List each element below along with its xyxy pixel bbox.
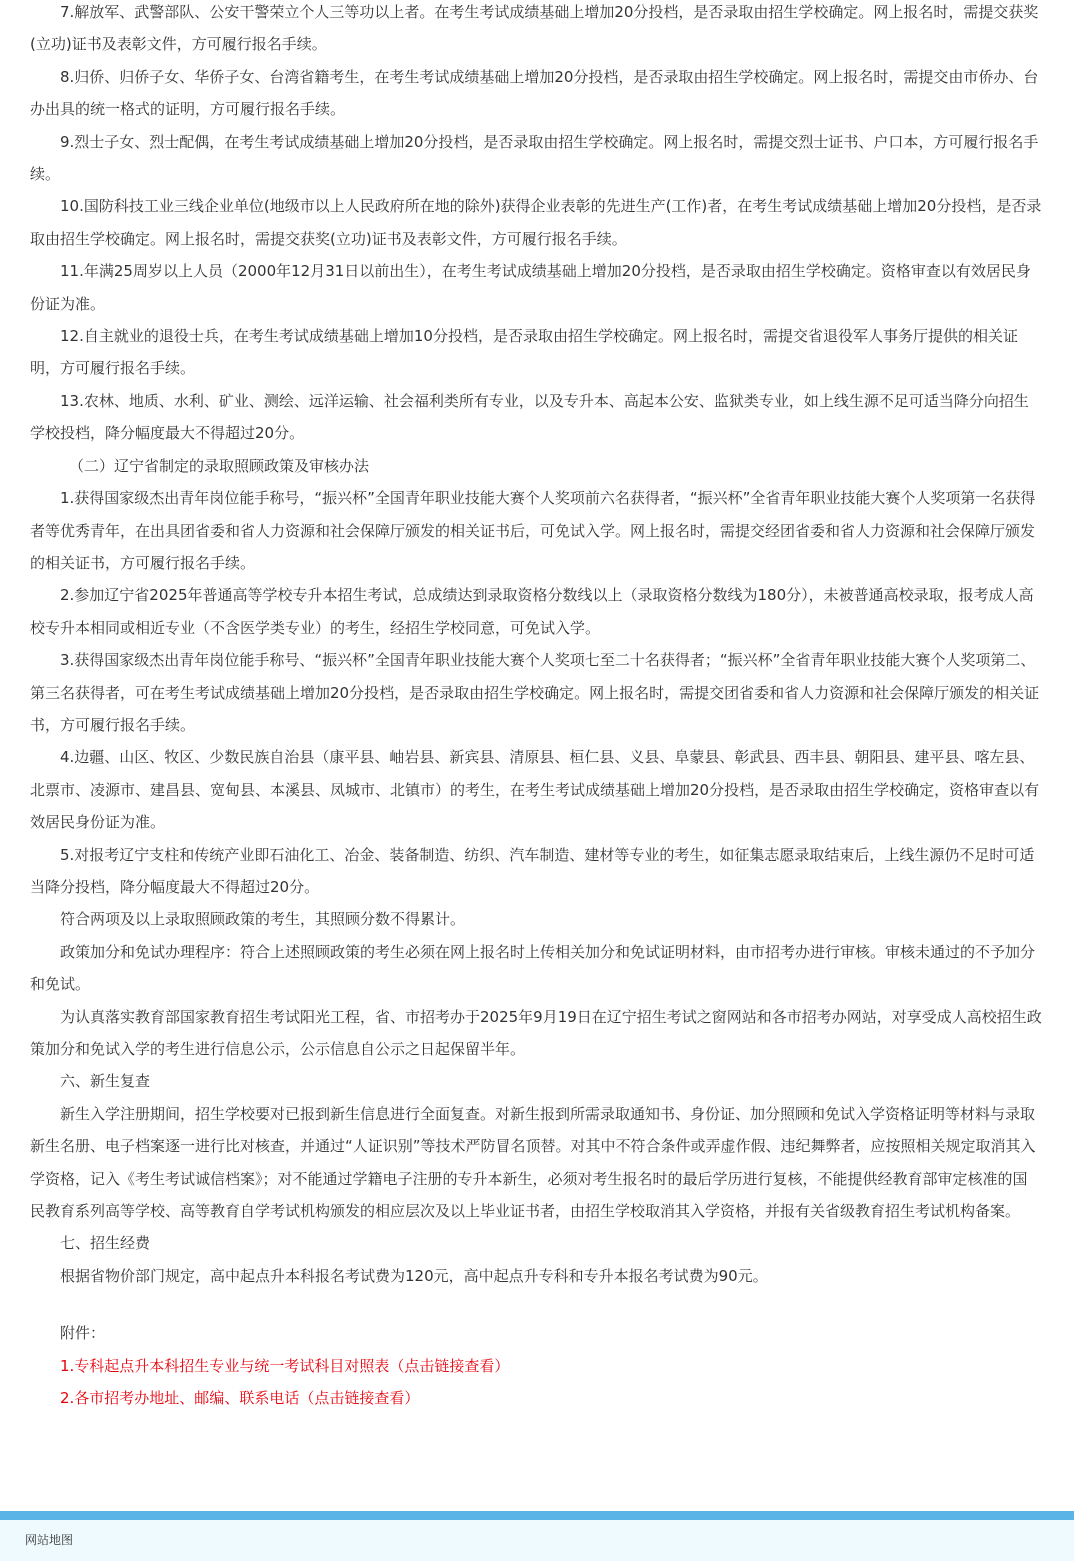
liaoning-policy-item-1: 1.获得国家级杰出青年岗位能手称号，“振兴杯”全国青年职业技能大赛个人奖项前六名获得者，“振兴杯”全省青年职业技能大赛个人奖项第一名获得者等优秀青年，在出具团省委和省人力资源和社会保障厅颁发的相关证书后，可免试入学。网上报名时，需提交经团省委和省人力资源和社会保障厅颁发的相关证书，方可履行报名手续。 — [30, 489, 1036, 572]
policy-item-10: 10.国防科技工业三线企业单位(地级市以上人民政府所在地的除外)获得企业表彰的先进生产(工作)者，在考生考试成绩基础上增加20分投档，是否录取由招生学校确定。网上报名时，需提交获奖(立功)证书及表彰文件，方可履行报名手续。 — [30, 197, 1042, 248]
section-heading-liaoning-policy: （二）辽宁省制定的录取照顾政策及审核办法 — [69, 456, 370, 475]
attachments-label: 附件： — [60, 1324, 106, 1343]
attachment-link-subject-table[interactable]: 1.专科起点升本科招生专业与统一考试科目对照表（点击链接查看） — [60, 1356, 510, 1375]
policy-item-9: 9.烈士子女、烈士配偶，在考生考试成绩基础上增加20分投档，是否录取由招生学校确定。网上报名时，需提交烈士证书、户口本，方可履行报名手续。 — [30, 132, 1039, 184]
section-heading-review: 六、新生复查 — [60, 1072, 151, 1091]
policy-item-8: 8.归侨、归侨子女、华侨子女、台湾省籍考生，在考生考试成绩基础上增加20分投档，是否录取由招生学校确定。网上报名时，需提交由市侨办、台办出具的统一格式的证明，方可履行报名手续。 — [30, 67, 1039, 119]
policy-item-11: 11.年满25周岁以上人员（2000年12月31日以前出生），在考生考试成绩基础上增加20分投档，是否录取由招生学校确定。资格审查以有效居民身份证为准。 — [30, 262, 1031, 313]
fees-paragraph: 根据省物价部门规定，高中起点升本科报名考试费为120元，高中起点升专科和专升本报名考试费为90元。 — [60, 1266, 768, 1285]
policy-item-12: 12.自主就业的退役士兵，在考生考试成绩基础上增加10分投档，是否录取由招生学校确定。网上报名时，需提交省退役军人事务厅提供的相关证明，方可履行报名手续。 — [30, 327, 1018, 378]
policy-item-7: 7.解放军、武警部队、公安干警荣立个人三等功以上者。在考生考试成绩基础上增加20分投档，是否录取由招生学校确定。网上报名时，需提交获奖(立功)证书及表彰文件，方可履行报名手续。 — [30, 3, 1039, 54]
liaoning-policy-item-2: 2.参加辽宁省2025年普通高等学校专升本招生考试，总成绩达到录取资格分数线以上（录取资格分数线为180分），未被普通高校录取，报考成人高校专升本相同或相近专业（不含医学类专业）的考生，经招生学校同意，可免试入学。 — [30, 586, 1034, 637]
policy-note-cumulative: 符合两项及以上录取照顾政策的考生，其照顾分数不得累计。 — [60, 910, 466, 929]
liaoning-policy-item-3: 3.获得国家级杰出青年岗位能手称号、“振兴杯”全国青年职业技能大赛个人奖项七至二十名获得者；“振兴杯”全省青年职业技能大赛个人奖项第二、第三名获得者，可在考生考试成绩基础上增加20分投档，是否录取由招生学校确定。网上报名时，需提交团省委和省人力资源和社会保障厅颁发的相关证书，方可履行报名手续。 — [30, 651, 1040, 734]
attachment-link-office-contacts[interactable]: 2.各市招考办地址、邮编、联系电话（点击链接查看） — [60, 1389, 420, 1408]
page-footer — [0, 1520, 1074, 1561]
liaoning-policy-item-4: 4.边疆、山区、牧区、少数民族自治县（康平县、岫岩县、新宾县、清原县、桓仁县、义县、阜蒙县、彰武县、西丰县、朝阳县、建平县、喀左县、北票市、凌源市、建昌县、宽甸县、本溪县、凤城市、北镇市）的考生，在考生考试成绩基础上增加20分投档，是否录取由招生学校确定，资格审查以有效居民身份证为准。 — [30, 748, 1040, 832]
policy-publicity: 为认真落实教育部国家教育招生考试阳光工程，省、市招考办于2025年9月19日在辽宁招生考试之窗网站和各市招考办网站，对享受成人高校招生政策加分和免试入学的考生进行信息公示，公示信息自公示之日起保留半年。 — [30, 1007, 1042, 1058]
policy-item-13: 13.农林、地质、水利、矿业、测绘、远洋运输、社会福利类所有专业，以及专升本、高起本公安、监狱类专业，如上线生源不足可适当降分向招生学校投档，降分幅度最大不得超过20分。 — [30, 391, 1029, 443]
policy-procedure: 政策加分和免试办理程序：符合上述照顾政策的考生必须在网上报名时上传相关加分和免试证明材料，由市招考办进行审核。审核未通过的不予加分和免试。 — [30, 942, 1036, 994]
sitemap-link[interactable]: 网站地图 — [25, 1533, 74, 1547]
review-paragraph: 新生入学注册期间，招生学校要对已报到新生信息进行全面复查。对新生报到所需录取通知书、身份证、加分照顾和免试入学资格证明等材料与录取新生名册、电子档案逐一进行比对核查，并通过“人证识别”等技术严防冒名顶替。对其中不符合条件或弄虚作假、违纪舞弊者，应按照相关规定取消其入学资格，记入《考生考试诚信档案》；对不能通过学籍电子注册的专升本新生，必须对考生报名时的最后学历进行复核，不能提供经教育部审定核准的国民教育系列高等学校、高等教育自学考试机构颁发的相应层次及以上毕业证书者，由招生学校取消其入学资格，并报有关省级教育招生考试机构备案。 — [30, 1104, 1036, 1221]
article-content — [30, 0, 1042, 1414]
section-heading-fees: 七、招生经费 — [60, 1234, 151, 1253]
footer-divider-bar — [0, 1511, 1074, 1520]
liaoning-policy-item-5: 5.对报考辽宁支柱和传统产业即石油化工、冶金、装备制造、纺织、汽车制造、建材等专业的考生，如征集志愿录取结束后，上线生源仍不足时可适当降分投档，降分幅度最大不得超过20分。 — [30, 845, 1035, 896]
